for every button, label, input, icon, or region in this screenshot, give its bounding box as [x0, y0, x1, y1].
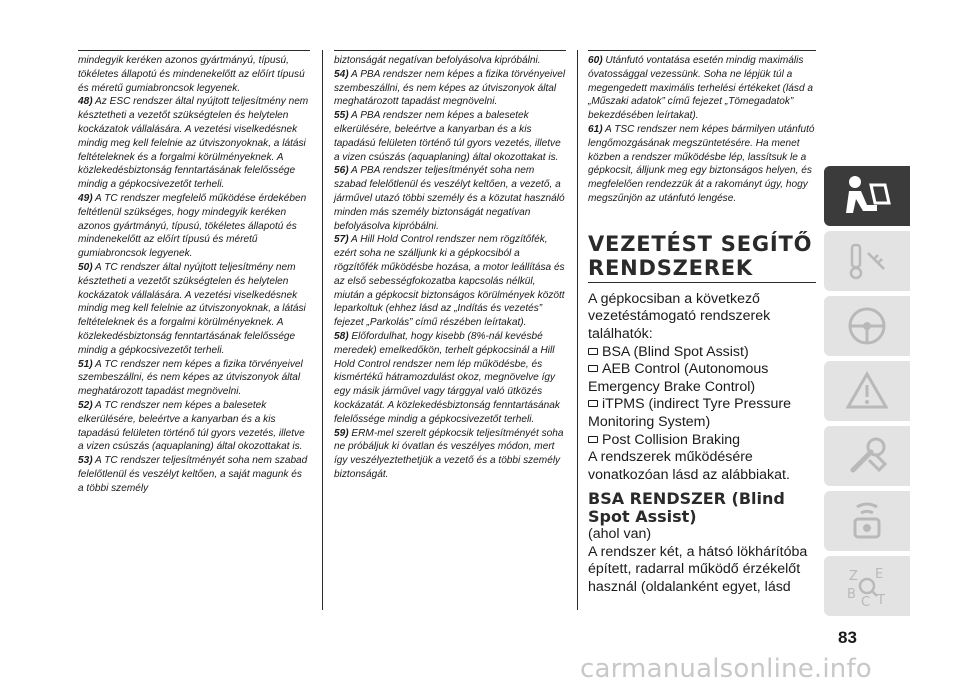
note-text: ERM-mel szerelt gépkocsik teljesítményét soha ne próbáljuk ki óvatlan és veszélyes módon, mert így veszélyeztethetjük a vezető és a többi személy biztonságát.: [334, 427, 564, 480]
note-text: Előfordulhat, hogy kisebb (8%-nál kevésbé meredek) emelkedőkön, terhelt gépkocsinál a Hill Hold Control rendszer nem lép működésbe, és kismértékű hátramozdulást okoz, megnövelve így egy másik járművel vagy tárggyal való ütközés kockázatát. A közlekedésbiztonság fenntartásának felelőssége mindig a gépkocsivezetőt terheli.: [334, 330, 560, 425]
bullet-icon: [588, 348, 598, 355]
note-item: [78, 454, 310, 495]
list-item-text: AEB Control (Autonomous Emergency Brake Control): [588, 361, 769, 395]
notes-column-2: [334, 50, 566, 482]
tab-steering[interactable]: [824, 296, 910, 356]
note-number: 60): [588, 55, 603, 66]
note-number: 61): [588, 123, 603, 135]
list-item-text: BSA (Blind Spot Assist): [602, 343, 749, 360]
note-text: A PBA rendszer teljesítményét soha nem szabad felelőtlenül és veszélyt keltően, a vezető, a járművel utazó többi személy és a közutat használó minden más személy biztonságát negatívan befolyásolva kipróbálni.: [334, 165, 565, 232]
tab-key[interactable]: [824, 231, 910, 291]
note-item: [588, 123, 816, 206]
note-text: A PBA rendszer nem képes a fizika törvényeivel szembeszállni, és nem képes az útviszonyok által meghatározott tapadást megnövelni.: [334, 68, 566, 108]
steering-wheel-icon: [843, 304, 891, 348]
subsection-title: BSA RENDSZER (Blind Spot Assist): [588, 489, 785, 527]
list-item-text: Post Collision Braking: [602, 431, 740, 448]
bullet-icon: [588, 400, 598, 407]
svg-text:E: E: [875, 567, 884, 582]
note-text: A TSC rendszer nem képes bármilyen utánfutó lengőmozgásának megszüntetésére. Ha menet közben a rendszer működésbe lép, lassítsuk le a gépkocsit, álljunk meg egy biztonságos helyen, és megfelelően rendezzük át a rakományt úgy, hogy megszűnjön az utánfutó lengése.: [588, 123, 815, 204]
bullet-icon: [588, 365, 598, 372]
note-item: [78, 261, 310, 358]
note-item: [334, 109, 566, 164]
systems-list: [588, 344, 816, 450]
note-item: [334, 233, 566, 330]
note-text: A Hill Hold Control rendszer nem rögzítőfék, ezért soha ne szálljunk ki a gépkocsiból a rögzítőfék működésbe hozása, a motor leállítása és az első sebességfokozatba kapcsolás nélkül, miután a gépkocsit biztonságos körülmények között leparkoltuk (ehhez lásd az „Indítás és vezetés” fejezet „Parkolás” című részében leírtakat).: [334, 234, 565, 329]
column-divider: [577, 50, 578, 610]
column-divider: [322, 50, 323, 610]
content-column-3: [588, 50, 816, 597]
key-icon: [844, 239, 890, 283]
svg-text:T: T: [877, 593, 885, 608]
media-icon: [843, 499, 891, 543]
after-list-text: A rendszerek működésére vonatkozóan lásd az alábbiakat.: [588, 449, 790, 483]
bullet-icon: [588, 436, 598, 443]
notes-column-1: [78, 50, 310, 496]
page-number: 83: [838, 628, 857, 647]
wrench-icon: [843, 434, 891, 478]
section-title: [588, 232, 816, 280]
column-top-rule: [588, 50, 816, 51]
note-item: [334, 54, 566, 68]
note-number: 57): [334, 234, 349, 246]
note-item: [78, 358, 310, 399]
svg-text:Z: Z: [849, 569, 858, 584]
note-text: A PBA rendszer nem képes a balesetek elkerülésére, beleértve a kanyarban és a kis tapadású felületen történő túl gyors vezetés, illetve a vizen csúszás (aquaplaning) által okozottakat is.: [334, 110, 561, 163]
safety-icon: [841, 173, 893, 219]
note-number: 54): [334, 68, 349, 80]
list-item: [588, 396, 816, 431]
svg-text:C: C: [861, 595, 871, 610]
note-number: 53): [78, 455, 93, 467]
section-title-line-2: RENDSZEREK: [588, 255, 754, 280]
note-item: [588, 54, 816, 123]
index-icon: [841, 562, 893, 610]
section-title-line-1: VEZETÉST SEGÍTŐ: [588, 231, 813, 256]
list-item: [588, 432, 816, 450]
intro-text: A gépkocsiban a következő vezetéstámogató rendszerek találhatók:: [588, 290, 771, 342]
note-text: A TC rendszer megfelelő működése érdekében feltétlenül szükséges, hogy mindegyik keréken azonos gyártmányú, típusú, tökéletes állapotú és mindenekelőtt az előírt típusú és méretű gumiabroncsok legyenek.: [78, 192, 307, 260]
tab-maintenance[interactable]: [824, 426, 910, 486]
list-item: [588, 361, 816, 396]
note-item: [78, 192, 310, 261]
list-item-text: iTPMS (indirect Tyre Pressure Monitoring System): [588, 396, 791, 430]
note-text: Az ESC rendszer által nyújtott teljesítmény nem késztetheti a vezetőt szükségtelen és helytelen kockázatok vállalására. A vezetési viselkedésnek mindig meg kell felelnie az útviszonyoknak, a látási feltételeknek és a forgalmi körülményeknek. A közlekedésbiztonság fenntartásának felelőssége mindig a gépkocsivezetőt terheli.: [78, 96, 309, 191]
warning-triangle-icon: [843, 369, 891, 413]
note-text: A TC rendszer által nyújtott teljesítmény nem késztetheti a vezetőt szükségtelen és helytelen kockázatok vállalására. A vezetési viselkedésnek mindig meg kell felelnie az útviszonyoknak, a látási feltételeknek és a forgalmi körülményeknek. A közlekedésbiztonság fenntartásának felelőssége mindig a gépkocsivezetőt terheli.: [78, 261, 306, 356]
note-item: [78, 54, 310, 95]
note-number: 50): [78, 261, 93, 273]
note-number: 59): [334, 427, 349, 439]
note-number: 55): [334, 110, 349, 122]
note-text: biztonságát negatívan befolyásolva kipróbálni.: [334, 55, 541, 66]
note-text: A TC rendszer teljesítményét soha nem szabad felelőtlenül és veszélyt keltően, a saját magunk és a többi személy: [78, 455, 308, 494]
note-text: Utánfutó vontatása esetén mindig maximális óvatossággal vezessünk. Soha ne lépjük túl a megengedett maximális terhelési értékeket (lásd a „Műszaki adatok” című fejezet „Tömegadatok” bekezdésében leírtakat).: [588, 55, 813, 122]
note-text: mindegyik keréken azonos gyártmányú, típusú, tökéletes állapotú és mindenekelőtt az előírt típusú és méretű gumiabroncsok legyenek.: [78, 55, 305, 94]
note-number: 51): [78, 358, 93, 370]
note-number: 56): [334, 165, 349, 177]
note-item: [78, 399, 310, 454]
note-number: 49): [78, 192, 93, 204]
tab-index[interactable]: [824, 556, 910, 616]
tab-safety[interactable]: [824, 166, 910, 226]
chapter-tabs: [824, 166, 910, 621]
note-text: A TC rendszer nem képes a fizika törvényeivel szembeszállni, és nem képes az útviszonyok által meghatározott tapadást megnövelni.: [78, 358, 303, 398]
note-item: [334, 164, 566, 233]
note-item: [334, 427, 566, 482]
note-number: 48): [78, 96, 93, 108]
watermark: carmanualsonline.info: [580, 654, 872, 684]
list-item: [588, 344, 816, 362]
subsection-body: A rendszer két, a hátsó lökhárítóba épített, radarral működő érzékelőt használ (oldalanként egyet, lásd: [588, 543, 808, 596]
note-number: 58): [334, 330, 349, 342]
note-number: 52): [78, 399, 93, 411]
tab-multimedia[interactable]: [824, 491, 910, 551]
note-item: [334, 68, 566, 109]
section-title-rule: [588, 282, 816, 283]
note-item: [78, 95, 310, 192]
note-text: A TC rendszer nem képes a balesetek elkerülésére, beleértve a kanyarban és a kis tapadású felületen történő túl gyors vezetés, illetve a vizen csúszás (aquaplaning) által okozottakat is.: [78, 399, 305, 453]
column-top-rule: [334, 50, 566, 51]
tab-emergency[interactable]: [824, 361, 910, 421]
svg-text:B: B: [847, 587, 856, 602]
subsection-subtitle: (ahol van): [588, 526, 652, 543]
column-top-rule: [78, 50, 310, 51]
note-item: [334, 330, 566, 427]
